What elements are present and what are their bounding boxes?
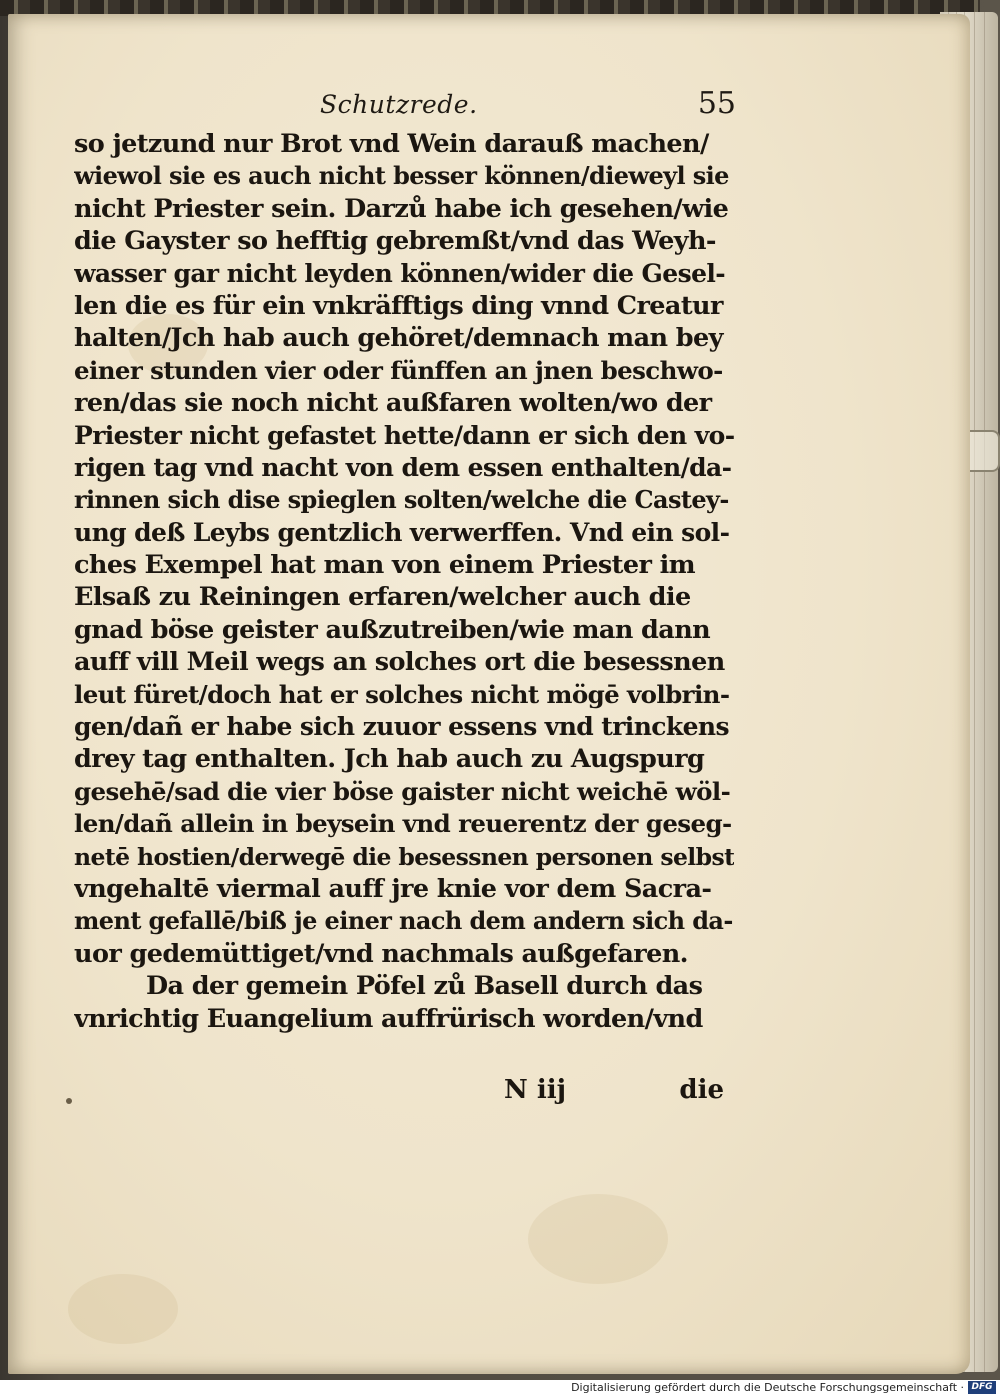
text-line: ches Exempel hat man von einem Priester im <box>74 550 696 581</box>
running-head: Schutzrede. <box>320 90 478 119</box>
text-line: so jetzund nur Brot vnd Wein darauß machen/ <box>74 129 709 159</box>
text-line: auff vill Meil wegs an solches ort die besessnen <box>74 647 725 678</box>
text-line: vnrichtig Euangelium auffrürisch worden/vnd <box>74 1003 703 1034</box>
text-line: nicht Priester sein. Darzů habe ich gesehen/wie <box>74 193 729 224</box>
text-line: gen/dañ er habe sich zuuor essens vnd trinckens <box>74 712 729 742</box>
text-line: Da der gemein Pöfel zů Basell durch das <box>146 971 703 1002</box>
text-line: uor gedemüttiget/vnd nachmals außgefaren. <box>74 938 688 969</box>
text-line: ren/das sie noch nicht außfaren wolten/wo der <box>74 388 712 419</box>
text-line: ment gefallē/biß je einer nach dem andern sich da- <box>74 906 733 936</box>
text-line: halten/Jch hab auch gehöret/demnach man bey <box>74 323 723 354</box>
text-line: len die es für ein vnkräfftigs ding vnnd Creatur <box>74 290 723 321</box>
foxing-stain <box>528 1194 668 1284</box>
text-line: einer stunden vier oder fünffen an jnen beschwo- <box>74 355 723 385</box>
text-line: vngehaltē viermal auff jre knie vor dem Sacra- <box>74 873 712 904</box>
page-header <box>320 86 740 126</box>
text-line: rinnen sich dise spieglen solten/welche die Castey- <box>74 485 729 515</box>
body-text <box>74 128 734 1035</box>
catchword: die <box>679 1075 724 1105</box>
foxing-stain <box>68 1274 178 1344</box>
text-line: wiewol sie es auch nicht besser können/dieweyl sie <box>74 161 729 191</box>
text-line: rigen tag vnd nacht von dem essen enthalten/da- <box>74 452 732 482</box>
catchline <box>74 1075 734 1111</box>
text-line: wasser gar nicht leyden können/wider die Gesel- <box>74 258 726 288</box>
margin-mark <box>66 1098 72 1104</box>
text-line: netē hostien/derwegē die besessnen personen selbst <box>74 842 734 871</box>
page-number: 55 <box>697 86 736 121</box>
text-line: ung deß Leybs gentzlich verwerffen. Vnd ein sol- <box>74 517 730 547</box>
text-line: leut füret/doch hat er solches nicht mögē volbrin- <box>74 679 730 709</box>
text-line: len/dañ allein in beysein vnd reuerentz der geseg- <box>74 809 732 839</box>
signature-mark: N iij <box>504 1075 566 1105</box>
text-line: gesehē/sad die vier böse gaister nicht weichē wöl- <box>74 776 731 806</box>
text-line: drey tag enthalten. Jch hab auch zu Augspurg <box>74 744 705 775</box>
text-line: Elsaß zu Reiningen erfaren/welcher auch die <box>74 582 691 613</box>
text-line: gnad böse geister außzutreiben/wie man dann <box>74 614 711 645</box>
digitization-credit: Digitalisierung gefördert durch die Deutsche Forschungsgemeinschaft · <box>571 1381 964 1394</box>
text-line: Priester nicht gefastet hette/dann er sich den vo- <box>74 420 734 450</box>
dfg-logo: DFG <box>968 1381 996 1394</box>
text-line: die Gayster so hefftig gebremßt/vnd das Weyh- <box>74 226 716 257</box>
